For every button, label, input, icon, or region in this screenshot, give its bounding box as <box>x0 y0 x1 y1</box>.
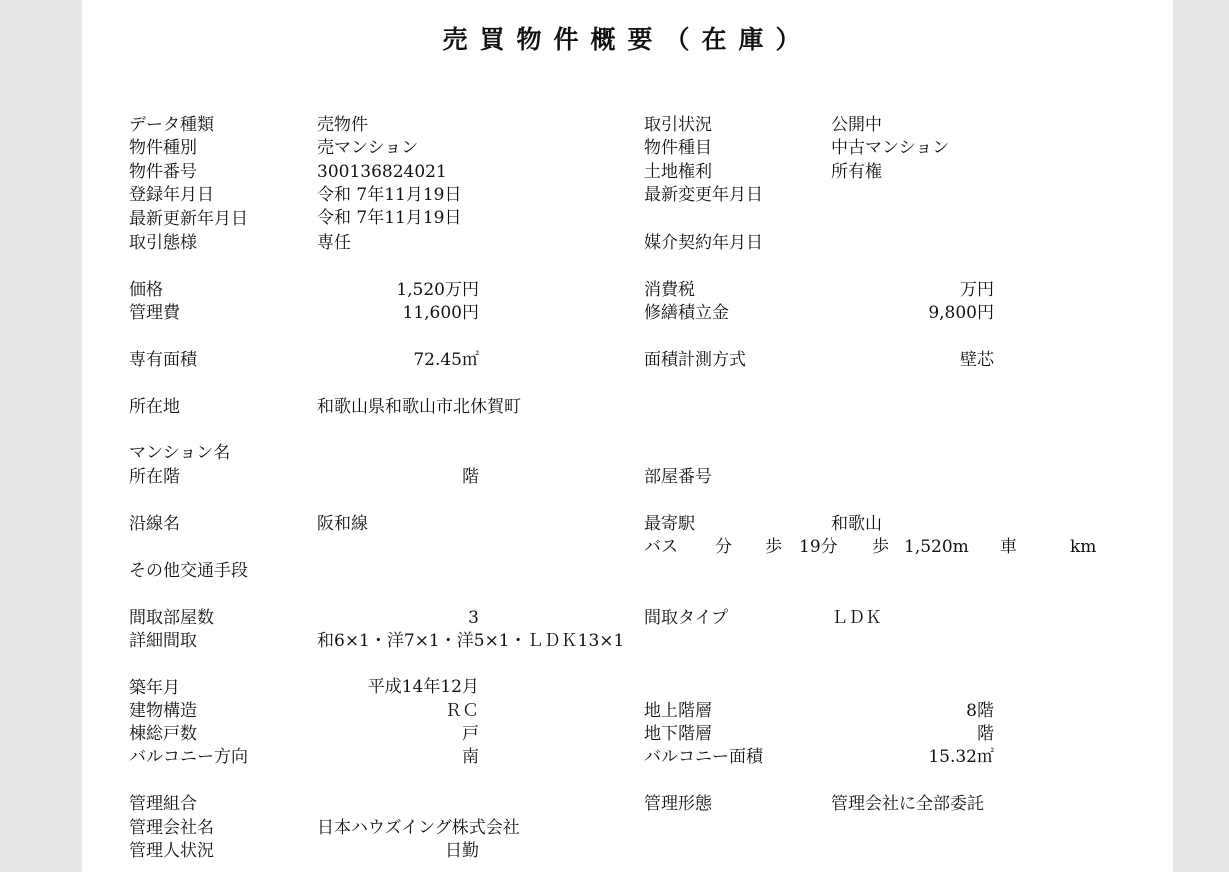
access-walk-label: 歩 <box>765 537 782 557</box>
label-floors-below: 地下階層 <box>644 724 712 744</box>
label-property-item: 物件種目 <box>644 138 712 158</box>
label-mgmt-form: 管理形態 <box>644 794 712 814</box>
label-latest-change: 最新変更年月日 <box>644 185 763 205</box>
label-station: 最寄駅 <box>644 514 695 534</box>
value-manager-status: 日勤 <box>445 841 479 861</box>
page-title: 売買物件概要（在庫） <box>442 25 813 54</box>
label-trade-mode: 取引態様 <box>129 233 197 253</box>
value-data-type: 売物件 <box>317 115 368 135</box>
value-location: 和歌山県和歌山市北休賀町 <box>317 397 521 417</box>
value-floor: 階 <box>462 467 479 487</box>
value-trade-status: 公開中 <box>831 115 882 135</box>
label-line: 沿線名 <box>129 514 180 534</box>
label-manager-status: 管理人状況 <box>129 841 214 861</box>
label-data-type: データ種類 <box>129 115 214 135</box>
label-floors-above: 地上階層 <box>644 701 712 721</box>
value-room-type: ＬＤＫ <box>831 608 882 628</box>
label-other-transport: その他交通手段 <box>129 561 248 581</box>
value-built: 平成14年12月 <box>367 677 479 697</box>
access-bus-min: 分 <box>715 537 732 557</box>
value-rooms: 3 <box>468 608 479 628</box>
label-built: 築年月 <box>129 678 180 698</box>
value-layout-detail: 和6×1・洋7×1・洋5×1・ＬＤＫ13×1 <box>317 631 625 651</box>
document-page <box>82 0 1173 872</box>
label-structure: 建物構造 <box>129 701 197 721</box>
value-registered: 令和 7年11月19日 <box>317 185 462 205</box>
access-walk-minutes: 19分 <box>799 537 838 557</box>
label-property-kind: 物件種別 <box>129 138 197 158</box>
access-car-km: km <box>1070 537 1097 557</box>
value-mgmt-form: 管理会社に全部委託 <box>831 794 984 814</box>
value-total-units: 戸 <box>462 724 479 744</box>
value-tax: 万円 <box>960 280 994 300</box>
label-mgmt-union: 管理組合 <box>129 794 197 814</box>
label-trade-status: 取引状況 <box>644 115 712 135</box>
value-latest-update: 令和 7年11月19日 <box>317 208 462 228</box>
label-layout-detail: 詳細間取 <box>129 631 197 651</box>
label-total-units: 棟総戸数 <box>129 724 197 744</box>
label-balcony-area: バルコニー面積 <box>644 747 763 767</box>
value-line: 阪和線 <box>317 514 368 534</box>
value-land-right: 所有権 <box>831 162 882 182</box>
value-structure: ＲＣ <box>445 701 479 721</box>
label-balcony-direction: バルコニー方向 <box>129 747 248 767</box>
value-property-kind: 売マンション <box>317 138 419 158</box>
value-floors-below: 階 <box>977 724 994 744</box>
label-location: 所在地 <box>129 397 180 417</box>
value-trade-mode: 専任 <box>317 233 351 253</box>
label-land-right: 土地権利 <box>644 162 712 182</box>
label-rooms: 間取部屋数 <box>129 608 214 628</box>
value-repair-fund: 9,800円 <box>928 303 994 323</box>
value-mgmt-company: 日本ハウズイング株式会社 <box>317 818 520 838</box>
value-price: 1,520万円 <box>396 280 479 300</box>
value-property-item: 中古マンション <box>831 138 950 158</box>
label-room-number: 部屋番号 <box>644 467 712 487</box>
access-bus-label: バス <box>644 537 678 557</box>
label-repair-fund: 修繕積立金 <box>644 303 729 323</box>
value-mgmt-fee: 11,600円 <box>402 303 479 323</box>
label-floor: 所在階 <box>129 467 180 487</box>
label-property-number: 物件番号 <box>129 162 197 182</box>
label-latest-update: 最新更新年月日 <box>129 209 248 229</box>
label-room-type: 間取タイプ <box>644 608 729 628</box>
label-mgmt-fee: 管理費 <box>129 303 180 323</box>
access-walk-distance-label: 歩 <box>872 537 889 557</box>
value-balcony-area: 15.32㎡ <box>928 747 994 767</box>
label-area: 専有面積 <box>129 350 197 370</box>
value-floors-above: 8階 <box>966 701 994 721</box>
value-station: 和歌山 <box>831 514 882 534</box>
label-tax: 消費税 <box>644 280 695 300</box>
label-mansion-name: マンション名 <box>129 443 231 463</box>
label-registered: 登録年月日 <box>129 185 214 205</box>
label-price: 価格 <box>129 280 163 300</box>
value-property-number: 300136824021 <box>317 162 447 182</box>
access-car-label: 車 <box>1000 537 1017 557</box>
access-walk-distance: 1,520m <box>904 537 969 557</box>
label-brokerage-date: 媒介契約年月日 <box>644 233 763 253</box>
label-mgmt-company: 管理会社名 <box>129 818 214 838</box>
label-area-method: 面積計測方式 <box>644 350 746 370</box>
value-area: 72.45㎡ <box>413 350 479 370</box>
value-area-method: 壁芯 <box>960 350 994 370</box>
value-balcony-direction: 南 <box>462 747 479 767</box>
